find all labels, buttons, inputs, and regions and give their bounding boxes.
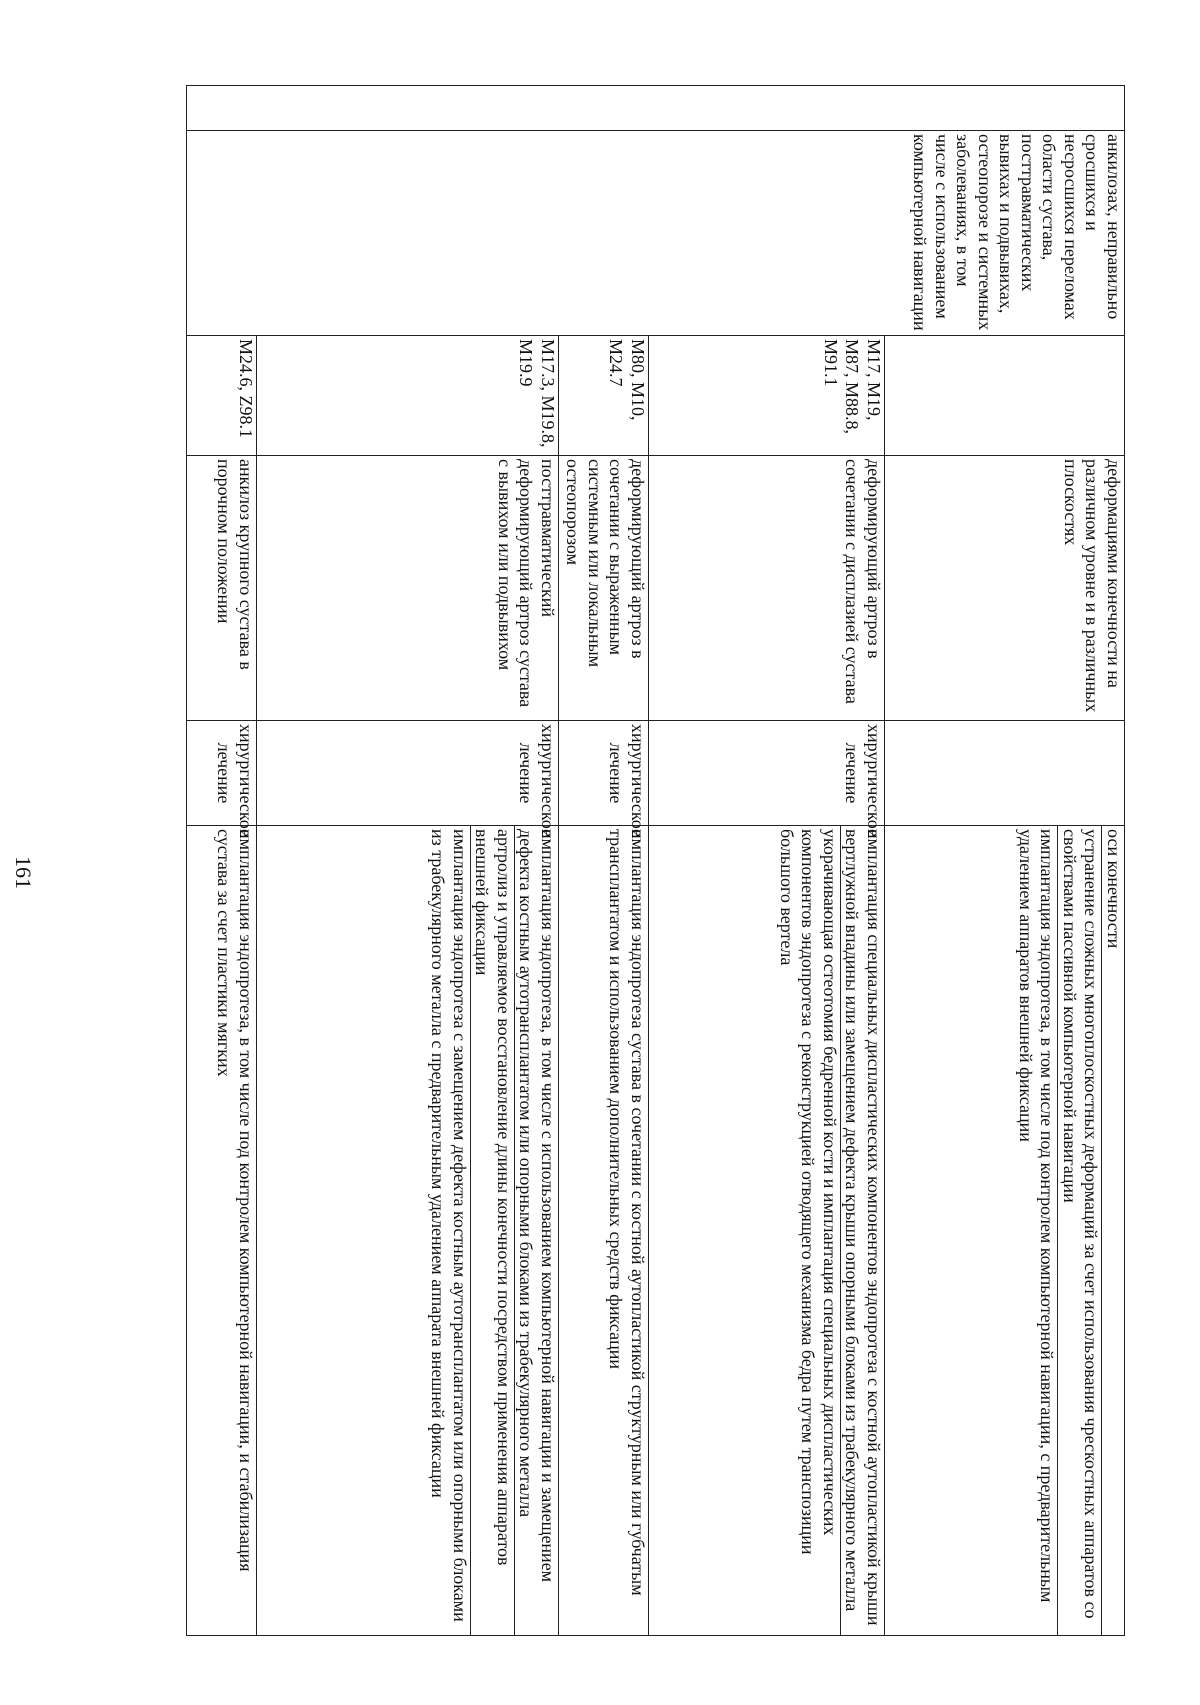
treatment-cell: хирургическое лечение: [559, 721, 649, 826]
procedure-item: укорачивающая остеотомия бедренной кости и имплантация специальных диспластических компонентов эндопротеза с реконструкцией отводящего механизма бедра путем транспозиции большого вертела: [777, 829, 840, 1555]
treatment-cell: хирургическое лечение: [649, 721, 885, 826]
code-cell: [885, 336, 1125, 456]
model-cell: деформирующий артроз в сочетании с дисплазией сустава: [649, 456, 885, 721]
procedures-cell: [559, 826, 649, 1636]
code-cell: M17.3, M19.8, M19.9: [257, 336, 559, 456]
procedure-item: имплантация эндопротеза, в том числе с использованием компьютерной навигации и замещением дефекта костным аутотрансплантатом или опорными блоками из трабекулярного металла: [514, 826, 558, 1635]
code-cell: M24.6, Z98.1: [187, 336, 257, 456]
model-cell: деформирующий артроз в сочетании с выраженным системным или локальным остеопорозом: [559, 456, 649, 721]
procedure-item: артролиз и управляемое восстановление длины конечности посредством применения аппаратов внешней фиксации: [470, 826, 514, 1635]
treatment-cell: хирургическое лечение: [187, 721, 257, 826]
page-number: 161: [11, 856, 36, 889]
document-sheet: [125, 85, 1125, 1635]
procedures-cell: [187, 826, 257, 1636]
treatment-cell: [885, 721, 1125, 826]
row-number-cell: [187, 86, 1125, 131]
procedures-cell: [885, 826, 1125, 1636]
procedures-cell: [649, 826, 885, 1636]
group-description-cell: анкилозах, неправильно сросшихся и несросшихся переломах области сустава, посттравматических вывихах и подвывихах, остеопорозе и системных заболеваниях, в том числе с использованием компьютерной навигации: [187, 131, 1125, 336]
procedure-item: имплантация эндопротеза сустава в сочетании с костной аутопластикой структурным или губчатым трансплантатом и использованием дополнительных средств фиксации: [606, 829, 648, 1596]
table-row: [885, 86, 1125, 1636]
procedure-item: имплантация эндопротеза с замещением дефекта костным аутотрансплантатом или опорными блоками из трабекулярного металла с предварительным удалением аппарата внешней фиксации: [428, 829, 470, 1622]
model-cell: анкилоз крупного сустава в порочном положении: [187, 456, 257, 721]
model-cell: посттравматический деформирующий артроз сустава с вывихом или подвывихом: [257, 456, 559, 721]
procedure-table: [186, 85, 1125, 1636]
procedures-cell: [257, 826, 559, 1636]
code-cell: M80, M10, M24.7: [559, 336, 649, 456]
procedure-item: имплантация эндопротеза, в том числе под контролем компьютерной навигации, с предварительным удалением аппаратов внешней фиксации: [1016, 829, 1058, 1603]
procedure-item: оси конечности: [1102, 826, 1125, 1635]
procedure-item: имплантация специальных диспластических компонентов эндопротеза с костной аутопластикой крыши вертлужной впадины или замещением дефекта крыши опорными блоками из трабекулярного металла: [840, 826, 884, 1635]
model-cell: деформациями конечности на различном уровне и в различных плоскостях: [885, 456, 1125, 721]
code-cell: M17, M19, M87, M88.8, M91.1: [649, 336, 885, 456]
procedure-item: устранение сложных многоплоскостных деформаций за счет использования чрескостных аппаратов со свойствами пассивной компьютерной навигации: [1058, 826, 1102, 1635]
treatment-cell: хирургическое лечение: [257, 721, 559, 826]
procedure-item: имплантация эндопротеза, в том числе под контролем компьютерной навигации, и стабилизация сустава за счет пластики мягких: [214, 829, 256, 1572]
